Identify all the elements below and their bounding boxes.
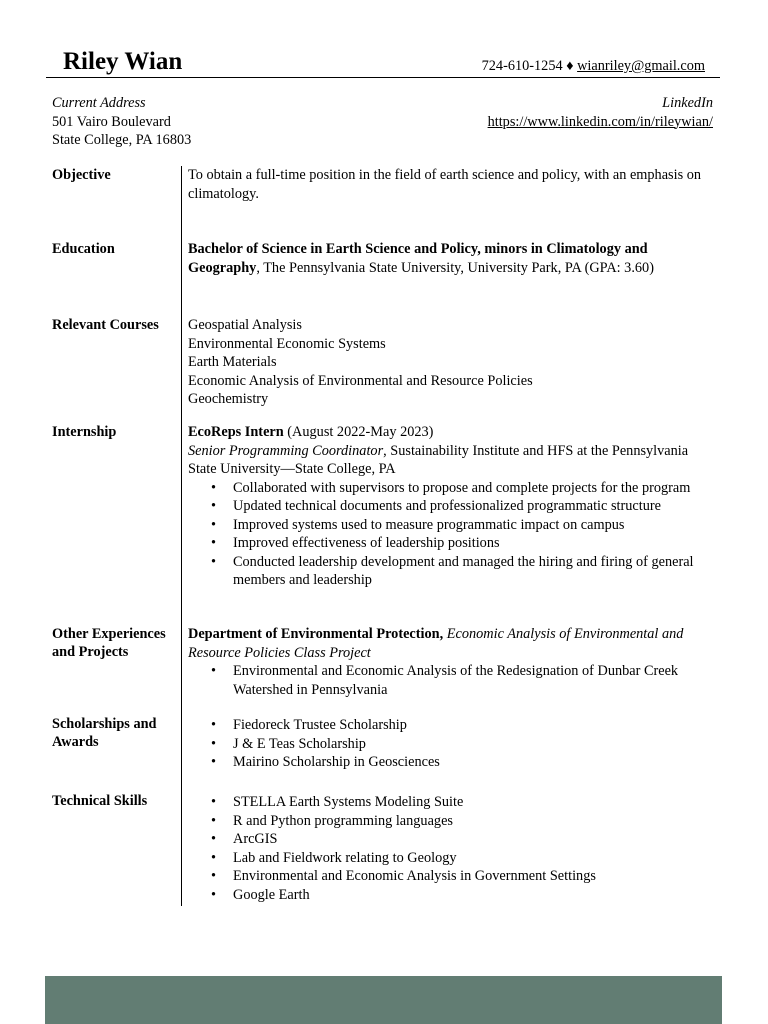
experience-project: Economic Analysis of Environmental and Resource Policies Class Project [188, 626, 684, 661]
course-item: Geospatial Analysis [188, 317, 302, 333]
linkedin-label: LinkedIn [662, 95, 713, 111]
experience-label-line: Other Experiences [52, 626, 166, 642]
internship-org: , Sustainability Institute and HFS at the Pennsylvania State University—State College, PA [188, 442, 689, 477]
skills-label: Technical Skills [52, 793, 148, 809]
footer-band [45, 976, 722, 1024]
award-item: • Mairino Scholarship in Geosciences [188, 753, 718, 772]
courses-label: Relevant Courses [52, 317, 159, 333]
bullet-item: • Collaborated with supervisors to propose and complete projects for the program [188, 479, 718, 498]
address-label: Current Address [52, 95, 146, 111]
bullet-item: • Environmental and Economic Analysis of the Redesignation of Dunbar Creek Watershed in Pennsylvania [188, 662, 718, 699]
bullet-item: • Improved systems used to measure programmatic impact on campus [188, 516, 718, 535]
skill-item: • Lab and Fieldwork relating to Geology [188, 849, 718, 868]
linkedin-url-link[interactable]: https://www.linkedin.com/in/rileywian/ [487, 113, 713, 130]
address-line-1: 501 Vairo Boulevard [52, 113, 171, 130]
skill-item: • R and Python programming languages [188, 812, 718, 831]
skill-item: • Environmental and Economic Analysis in Government Settings [188, 867, 718, 886]
course-item: Geochemistry [188, 391, 269, 407]
current-address [52, 94, 191, 150]
degree-title: Bachelor of Science in Earth Science and Policy, minors in Climatology and Geography [188, 241, 648, 276]
education-label: Education [52, 241, 115, 257]
education-entry [188, 240, 718, 277]
contact-line [482, 57, 705, 75]
course-item: Economic Analysis of Environmental and Resource Policies [188, 372, 533, 389]
experience-label-line: and Projects [52, 644, 129, 660]
objective-text: To obtain a full-time position in the field of earth science and policy, with an emphasis on climatology. [188, 167, 702, 202]
experience-entry [188, 625, 718, 699]
email-link[interactable]: wianriley@gmail.com [577, 58, 705, 74]
education-details: , The Pennsylvania State University, University Park, PA (GPA: 3.60) [256, 259, 654, 276]
diamond-separator-icon: ♦ [566, 58, 574, 74]
experience-bullets [188, 662, 718, 699]
course-item: Environmental Economic Systems [188, 335, 386, 352]
courses-list [188, 316, 718, 409]
internship-title: EcoReps Intern [188, 424, 284, 440]
bullet-item: • Improved effectiveness of leadership positions [188, 534, 718, 553]
bullet-item: • Conducted leadership development and managed the hiring and firing of general members and leadership [188, 553, 718, 590]
internship-entry [188, 423, 718, 590]
experience-title-line [188, 625, 718, 662]
linkedin-block [488, 94, 713, 131]
award-item: • J & E Teas Scholarship [188, 735, 718, 754]
phone-number: 724-610-1254 [481, 58, 563, 74]
skill-item: • Google Earth [188, 886, 718, 905]
internship-role: Senior Programming Coordinator [188, 442, 384, 459]
header-divider [46, 77, 720, 78]
skill-item: • ArcGIS [188, 830, 718, 849]
skill-item: • STELLA Earth Systems Modeling Suite [188, 793, 718, 812]
bullet-item: • Updated technical documents and professionalized programmatic structure [188, 497, 718, 516]
awards-label-line: Awards [52, 734, 99, 750]
resume-name: Riley Wian [63, 48, 183, 75]
objective-label: Objective [52, 167, 111, 183]
awards-list [188, 716, 718, 772]
internship-bullets [188, 479, 718, 590]
experience-label [52, 625, 180, 661]
awards-label [52, 715, 180, 751]
internship-role-line [188, 442, 718, 479]
internship-dates: (August 2022-May 2023) [283, 424, 434, 440]
course-item: Earth Materials [188, 354, 277, 370]
awards-label-line: Scholarships and [52, 716, 157, 732]
internship-label: Internship [52, 424, 117, 440]
address-line-2: State College, PA 16803 [52, 132, 192, 148]
internship-title-line [188, 423, 718, 442]
section-divider-vertical [181, 166, 182, 906]
award-item: • Fiedoreck Trustee Scholarship [188, 716, 718, 735]
skills-list [188, 793, 718, 904]
experience-org: Department of Environmental Protection, [188, 626, 444, 642]
